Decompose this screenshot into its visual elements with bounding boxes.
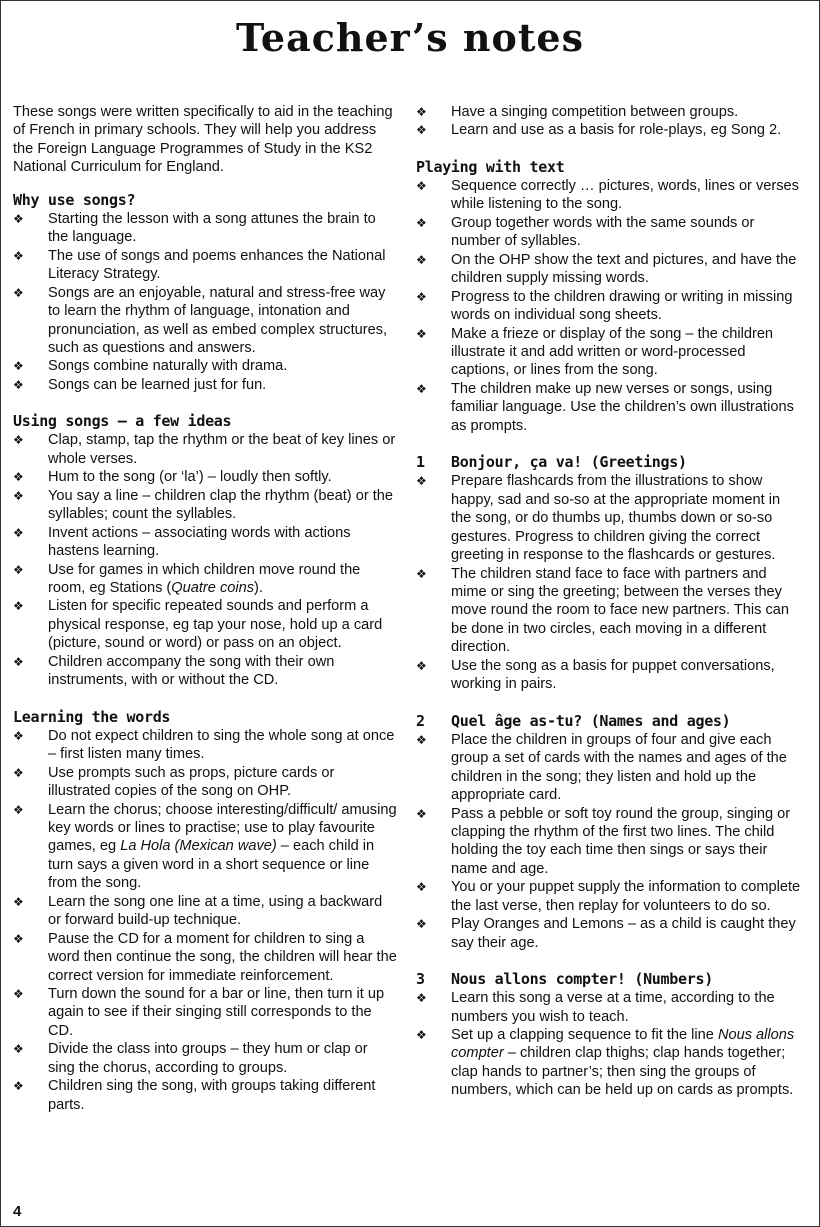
bullet-icon: ❖ <box>13 359 24 374</box>
bullet-icon: ❖ <box>416 178 427 193</box>
song-2-number: 2 <box>416 711 425 730</box>
list-item: ❖ Learn the song one line at a time, using a backward or forward build-up technique. <box>13 893 383 929</box>
bullet-icon: ❖ <box>416 474 427 489</box>
list-item: ❖ You or your puppet supply the information to complete the last verse, then replay for volunteers to do so. <box>416 879 801 914</box>
section-heading-why: Why use songs? <box>13 190 136 209</box>
list-item: ❖ Songs are an enjoyable, natural and stress-free way to learn the rhythm of language, intonation and pronunciation, as well as embed complex structures, such as questions and answers. <box>13 284 388 356</box>
list-item: ❖ Children accompany the song with their own instruments, with or without the CD. <box>13 653 335 689</box>
bullet-icon: ❖ <box>416 806 427 821</box>
list-item: ❖ The use of songs and poems enhances the National Literacy Strategy. <box>13 247 386 283</box>
bullet-icon: ❖ <box>13 894 24 909</box>
bullet-icon: ❖ <box>416 917 427 932</box>
list-item: ❖ Place the children in groups of four and give each group a set of cards with the names and ages of the children in the song; they listen and hold up the appropriate card. <box>416 731 787 804</box>
bullet-icon: ❖ <box>416 991 427 1006</box>
list-item: ❖ Have a singing competition between groups. <box>416 104 739 120</box>
section-heading-learning: Learning the words <box>13 707 171 726</box>
song-1-number: 1 <box>416 453 425 472</box>
bullet-icon: ❖ <box>416 326 427 341</box>
bullet-icon: ❖ <box>416 880 427 895</box>
bullet-icon: ❖ <box>13 802 24 817</box>
bullet-icon: ❖ <box>416 289 427 304</box>
list-item: ❖ Learn this song a verse at a time, according to the numbers you wish to teach. <box>416 990 775 1025</box>
song-1-list <box>416 472 801 693</box>
bullet-icon: ❖ <box>13 654 24 669</box>
page-number: 4 <box>13 1203 22 1220</box>
song-3-list <box>416 989 801 1100</box>
bullet-icon: ❖ <box>416 732 427 747</box>
bullet-icon: ❖ <box>13 931 24 946</box>
song-1-heading <box>416 453 801 472</box>
list-item: ❖ Divide the class into groups – they hum or clap or sing the chorus, according to groups. <box>13 1041 368 1076</box>
list-item: ❖ On the OHP show the text and pictures, and have the children supply missing words. <box>416 251 797 287</box>
list-item: ❖ Starting the lesson with a song attunes the brain to the language. <box>13 210 376 246</box>
bullet-icon: ❖ <box>13 987 24 1002</box>
list-item: ❖ Songs can be learned just for fun. <box>13 376 267 393</box>
intro-paragraph: These songs were written specifically to aid in the teaching of French in primary schools. They will help you address the Foreign Language Programmes of Study in the KS2 National Curriculum for England. <box>13 104 393 176</box>
playing-list <box>416 177 801 435</box>
bullet-icon: ❖ <box>416 105 427 119</box>
bullet-icon: ❖ <box>416 381 427 396</box>
list-item: ❖ Turn down the sound for a bar or line, then turn it up again to see if their singing still corresponds to the CD. <box>13 986 385 1039</box>
list-item: ❖ Set up a clapping sequence to fit the line Nous allons compter – children clap thighs; clap hands together; clap hands to partner’s; then sing the groups of numbers, which can be held up on cards as prompts. <box>416 1027 795 1099</box>
list-item: ❖ The children stand face to face with partners and mime or sing the greeting; between the verses they move round the room to face new partners. This can be done in two circles, each moving in a different direction. <box>416 565 789 656</box>
list-item: ❖ Invent actions – associating words with actions hastens learning. <box>13 524 351 560</box>
list-item: ❖ Pause the CD for a moment for children to sing a word then continue the song, the children will hear the correct version for immediate reinforcement. <box>13 930 397 984</box>
song-2-list <box>416 731 801 952</box>
section-heading-ideas: Using songs – a few ideas <box>13 412 232 431</box>
bullet-icon: ❖ <box>13 525 24 540</box>
list-item: ❖ Clap, stamp, tap the rhythm or the beat of key lines or whole verses. <box>13 432 396 467</box>
bullet-icon: ❖ <box>13 1042 24 1057</box>
bullet-icon: ❖ <box>416 1028 427 1043</box>
list-item: ❖ Make a frieze or display of the song – the children illustrate it and add written or word-processed captions, or lines from the song. <box>416 325 774 379</box>
right-column <box>416 103 801 1118</box>
bullet-icon: ❖ <box>13 285 24 300</box>
list-item: ❖ Learn the chorus; choose interesting/difficult/ amusing key words or lines to practise; use to play favourite games, eg La Hola (Mexican wave) – each child in turn says a given word in a short sequence or line from the song. <box>13 801 397 892</box>
list-item: ❖ Pass a pebble or soft toy round the group, singing or clapping the rhythm of the first two lines. The child holding the toy each time then sings or says their name and age. <box>416 805 791 877</box>
list-item: ❖ Use for games in which children move round the room, eg Stations (Quatre coins). <box>13 561 361 596</box>
bullet-icon: ❖ <box>13 599 24 614</box>
song-2-heading <box>416 712 801 731</box>
list-item: ❖ Use prompts such as props, picture cards or illustrated copies of the song on OHP. <box>13 764 335 800</box>
page-title: Teacher’s notes <box>235 15 585 60</box>
list-item: ❖ Progress to the children drawing or writing in missing words on individual song sheets. <box>416 288 793 324</box>
bullet-icon: ❖ <box>416 215 427 230</box>
list-item: ❖ Songs combine naturally with drama. <box>13 358 288 375</box>
left-column <box>13 103 398 1132</box>
bullet-icon: ❖ <box>416 658 427 673</box>
list-item: ❖ The children make up new verses or songs, using familiar language. Use the children’s own illustrations as prompts. <box>416 380 794 434</box>
list-item: ❖ Play Oranges and Lemons – as a child is caught they say their age. <box>416 916 796 951</box>
bullet-icon: ❖ <box>416 566 427 581</box>
bullet-icon: ❖ <box>416 123 427 138</box>
bullet-icon: ❖ <box>13 728 24 743</box>
bullet-icon: ❖ <box>13 211 24 226</box>
learning-list <box>13 727 398 1115</box>
bullet-icon: ❖ <box>13 1079 24 1094</box>
bullet-icon: ❖ <box>13 765 24 780</box>
bullet-icon: ❖ <box>13 470 24 485</box>
song-3-number: 3 <box>416 970 425 989</box>
list-item: ❖ Hum to the song (or ‘la’) – loudly then softly. <box>13 469 332 486</box>
list-item: ❖ Sequence correctly … pictures, words, lines or verses while listening to the song. <box>416 177 799 213</box>
section-heading-playing: Playing with text <box>416 157 565 176</box>
list-item: ❖ You say a line – children clap the rhythm (beat) or the syllables; count the syllables. <box>13 487 394 523</box>
song-1-title: Bonjour, ça va! (Greetings) <box>451 453 687 472</box>
list-item: ❖ Do not expect children to sing the whole song at once – first listen many times. <box>13 727 395 763</box>
ideas-list <box>13 431 398 689</box>
song-3-heading <box>416 970 801 989</box>
bullet-icon: ❖ <box>13 433 24 448</box>
list-item: ❖ Use the song as a basis for puppet conversations, working in pairs. <box>416 657 775 693</box>
list-item: ❖ Listen for specific repeated sounds and perform a physical response, eg tap your nose, hold up a card (picture, sound or word) or pass on an object. <box>13 598 383 652</box>
bullet-icon: ❖ <box>13 377 24 392</box>
list-item: ❖ Prepare flashcards from the illustrations to show happy, sad and so-so at the appropriate moment in the song, or do thumbs up, thumbs down or so-so gestures. Progress to children giving the correct greeting in response to the flashcards or gestures. <box>416 473 781 564</box>
bullet-icon: ❖ <box>416 252 427 267</box>
bullet-icon: ❖ <box>13 248 24 263</box>
more-ideas-list <box>416 103 801 140</box>
bullet-icon: ❖ <box>13 562 24 577</box>
list-item: ❖ Group together words with the same sounds or number of syllables. <box>416 214 755 250</box>
list-item: ❖ Learn and use as a basis for role-plays, eg Song 2. <box>416 122 782 139</box>
song-3-title: Nous allons compter! (Numbers) <box>451 970 713 989</box>
list-item: ❖ Children sing the song, with groups taking different parts. <box>13 1078 376 1113</box>
bullet-icon: ❖ <box>13 488 24 503</box>
why-list <box>13 210 398 395</box>
song-2-title: Quel âge as-tu? (Names and ages) <box>451 711 731 730</box>
